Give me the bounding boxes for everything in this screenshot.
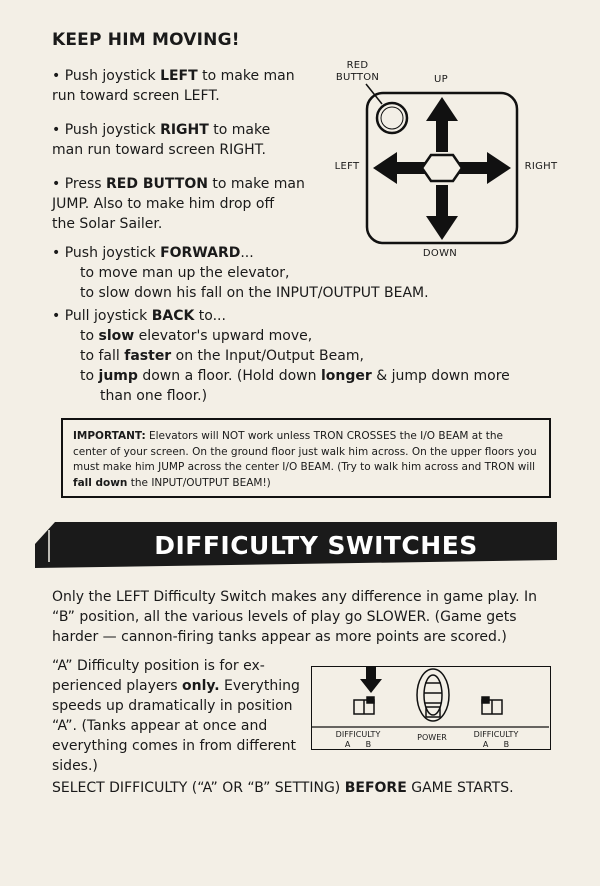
bullet-text: man run toward screen RIGHT. [52,142,266,158]
right-difficulty-label [464,730,528,750]
bullet-text: down a floor. (Hold down [137,368,321,384]
bullet-text: • Press [52,176,107,192]
up-arrow-icon [426,97,458,152]
bullet-keyword: RIGHT [160,122,209,138]
bullet-text: • Push joystick [52,122,161,138]
bullet-keyword: RED BUTTON [106,176,208,192]
power-switch-icon [417,669,449,721]
bullet-left [52,66,295,106]
bullet-text: to [80,368,99,384]
right-arrow-icon [458,152,511,184]
left-difficulty-label [326,730,390,750]
bullet-text: to make [208,122,271,138]
bullet-text: to... [194,308,226,324]
bullet-keyword: slow [98,328,135,344]
important-label: IMPORTANT: [73,430,146,442]
bullet-red-button [52,174,305,234]
bullet-keyword: longer [320,368,372,384]
bullet-keyword: jump [98,368,138,384]
bullet-text: on the Input/Output Beam, [171,348,364,364]
indicator-arrow-icon [360,667,382,693]
bullet-text: to fall [80,348,125,364]
left-switch-icon [354,697,374,714]
panel-label-text: DIFFICULTY [335,730,381,739]
paragraph-line: Everything [219,678,300,694]
difficulty-paragraph [52,587,537,647]
important-keyword: fall down [73,476,128,489]
footer-keyword: BEFORE [344,780,407,796]
left-arrow-icon [373,152,426,184]
paragraph-keyword: only. [182,678,220,694]
joystick-diagram [330,58,560,268]
up-label: UP [434,74,448,85]
paragraph-line: perienced players [52,678,183,694]
important-note-box [61,418,551,498]
bullet-keyword: faster [124,348,172,364]
footer-instruction [52,778,514,798]
paragraph-line: speeds up dramatically in position [52,698,293,714]
important-text: the INPUT/OUTPUT BEAM!) [127,476,271,489]
right-label: RIGHT [524,161,558,172]
section-heading: KEEP HIM MOVING! [52,30,240,50]
footer-text: SELECT DIFFICULTY (“A” OR “B” SETTING) [52,780,345,796]
panel-label-ab: A B [482,740,510,749]
console-switch-panel [311,666,551,750]
section-banner [35,522,557,568]
joystick-drawing [330,58,560,268]
bullet-text: • Push joystick [52,245,161,261]
left-label: LEFT [334,161,360,172]
bullet-text: to make man [197,68,295,84]
bullet-text: the Solar Sailer. [52,216,163,232]
paragraph-line: “A” Difficulty position is for ex- [52,658,265,674]
power-label: POWER [417,733,447,742]
down-arrow-icon [426,185,458,240]
banner-title: DIFFICULTY SWITCHES [154,530,478,560]
bullet-text: JUMP. Also to make him drop off [52,196,275,212]
bullet-right [52,120,270,160]
down-label: DOWN [422,248,458,259]
red-button-label: RED BUTTON [335,60,380,83]
paragraph-line: sides.) [52,758,98,774]
bullet-text: to make man [207,176,305,192]
bullet-keyword: FORWARD [160,245,241,261]
paragraph-line: Only the LEFT Difficulty Switch makes any difference in game play. In [52,589,538,605]
joystick-hex-icon [422,155,462,181]
panel-label-text: DIFFICULTY [473,730,519,739]
paragraph-line: “A”. (Tanks appear at once and [52,718,268,734]
right-switch-icon [482,697,502,714]
bullet-back [52,306,510,406]
bullet-text: ... [240,245,254,261]
paragraph-line: everything comes in from different [52,738,296,754]
bullet-keyword: LEFT [160,68,198,84]
paragraph-line: “B” position, all the various levels of play go SLOWER. (Game gets [52,609,517,625]
paragraph-line: harder — cannon-firing tanks appear as more points are scored.) [52,629,507,645]
bullet-text: than one floor.) [100,388,208,404]
important-text: Elevators will NOT work unless TRON CROSSES the I/O BEAM at the center of your screen. On the ground floor just walk him across. On the upper floors you must make him JUMP across the center I/O BEAM. (Try to walk him across and TRON will [73,430,537,473]
bullet-text: to slow down his fall on the INPUT/OUTPUT BEAM. [80,285,429,301]
bullet-text: to move man up the elevator, [80,265,290,281]
difficulty-a-paragraph [52,656,300,776]
bullet-text: elevator's upward move, [134,328,313,344]
footer-text: GAME STARTS. [406,780,514,796]
panel-label-ab: A B [344,740,372,749]
bullet-text: & jump down more [371,368,510,384]
bullet-text: • Push joystick [52,68,161,84]
bullet-text: to [80,328,99,344]
bullet-text: • Pull joystick [52,308,152,324]
bullet-keyword: BACK [151,308,195,324]
bullet-text: run toward screen LEFT. [52,88,220,104]
